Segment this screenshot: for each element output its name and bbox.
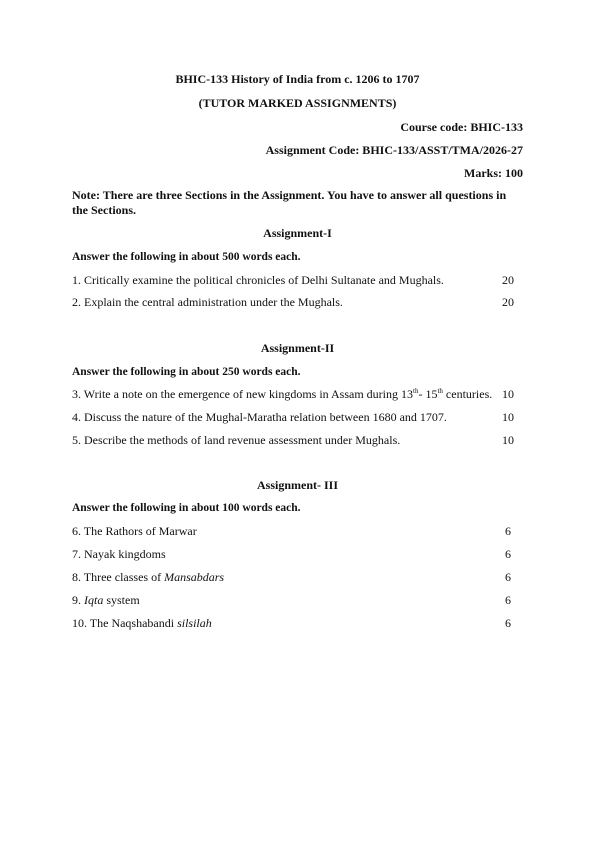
question-7: 7. Nayak kingdoms [72,547,166,561]
question-9-italic: Iqta [84,593,104,607]
question-9-text-after: system [103,593,140,607]
question-5-marks: 10 [502,433,514,447]
question-1: 1. Critically examine the political chronicles of Delhi Sultanate and Mughals. [72,273,444,287]
assignment-code: Assignment Code: BHIC-133/ASST/TMA/2026-27 [265,143,523,157]
question-4-marks: 10 [502,410,514,424]
section-title-3: Assignment- III [256,478,338,492]
section-title-1: Assignment-I [263,226,332,240]
question-9-text: 9. [72,593,84,607]
section-instruction-2: Answer the following in about 250 words each. [72,366,301,378]
question-3-marks: 10 [502,387,514,401]
question-4: 4. Discuss the nature of the Mughal-Maratha relation between 1680 and 1707. [72,410,447,424]
question-8 [72,570,224,584]
question-5: 5. Describe the methods of land revenue assessment under Mughals. [72,433,401,447]
question-3-text-b: - 15 [418,387,438,401]
document-title: BHIC-133 History of India from c. 1206 to 1707 [175,72,420,86]
question-6-marks: 6 [505,524,511,538]
section-instruction-1: Answer the following in about 500 words each. [72,251,301,263]
question-9-marks: 6 [505,593,511,607]
section-title-2: Assignment-II [260,341,335,355]
question-8-italic: Mansabdars [164,570,225,584]
question-1-marks: 20 [502,273,514,287]
question-10-text: 10. The Naqshabandi [72,616,178,630]
question-8-marks: 6 [505,570,511,584]
question-3-sup-a: th [413,387,419,395]
question-2: 2. Explain the central administration under the Mughals. [72,295,343,309]
document-subtitle: (TUTOR MARKED ASSIGNMENTS) [198,96,397,110]
course-code: Course code: BHIC-133 [400,120,523,134]
question-10 [72,616,212,630]
question-9 [72,593,140,607]
instructions-note: Note: There are three Sections in the Assignment. You have to answer all questions in the Sections. [72,188,507,217]
question-3-text-c: centuries. [442,387,493,401]
question-3-text-a: 3. Write a note on the emergence of new kingdoms in Assam during 13 [72,387,414,401]
question-10-marks: 6 [505,616,511,630]
total-marks: Marks: 100 [464,166,523,180]
question-6: 6. The Rathors of Marwar [72,524,197,538]
question-8-text: 8. Three classes of [72,570,165,584]
question-2-marks: 20 [502,295,514,309]
section-instruction-3: Answer the following in about 100 words each. [72,502,301,514]
question-10-italic: silsilah [177,616,212,630]
question-3-sup-b: th [437,387,443,395]
question-7-marks: 6 [505,547,511,561]
question-3 [72,387,492,401]
